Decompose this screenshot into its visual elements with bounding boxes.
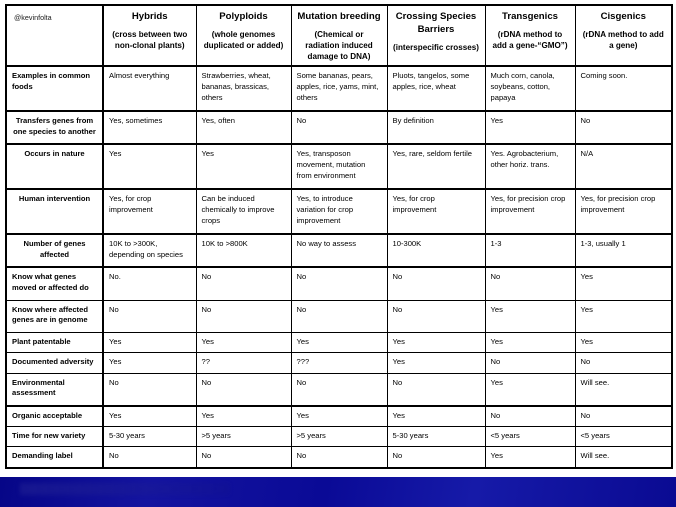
column-header-transgenics — [485, 5, 575, 66]
cell-occurs-in-nature-hybrids: Yes — [103, 144, 196, 189]
column-header-title: Crossing Species Barriers — [395, 11, 477, 35]
cell-know-what-genes-moved-or-affected-do-polyploids: No — [196, 267, 291, 300]
cell-know-what-genes-moved-or-affected-do-transgenics: No — [485, 267, 575, 300]
column-header-title: Cisgenics — [600, 11, 646, 22]
cell-environmental-assessment-crossing-species-barriers: No — [387, 373, 485, 406]
row-label-time-for-new-variety: Time for new variety — [6, 427, 103, 447]
row-label-know-what-genes-moved-or-affected-do: Know what genes moved or affected do — [6, 267, 103, 300]
column-header-title: Polyploids — [219, 11, 268, 22]
author-handle: @kevinfolta — [6, 5, 103, 66]
table-row — [6, 144, 672, 189]
row-label-organic-acceptable: Organic acceptable — [6, 406, 103, 427]
row-label-number-of-genes-affected: Number of genes affected — [6, 234, 103, 267]
column-header-polyploids — [196, 5, 291, 66]
column-header-title: Transgenics — [502, 11, 558, 22]
column-header-subtitle: (rDNA method to add a gene) — [582, 29, 664, 50]
cell-documented-adversity-mutation-breeding: ??? — [291, 353, 387, 373]
column-header-subtitle: (Chemical or radiation induced damage to DNA) — [305, 29, 373, 61]
cell-environmental-assessment-mutation-breeding: No — [291, 373, 387, 406]
row-label-examples-in-common-foods: Examples in common foods — [6, 66, 103, 111]
cell-occurs-in-nature-polyploids: Yes — [196, 144, 291, 189]
cell-know-where-affected-genes-are-in-genome-cisgenics: Yes — [575, 300, 672, 332]
cell-documented-adversity-hybrids: Yes — [103, 353, 196, 373]
column-header-subtitle: (whole genomes duplicated or added) — [203, 29, 284, 50]
column-header-title: Mutation breeding — [297, 11, 381, 22]
table-header — [6, 5, 672, 66]
column-header-subtitle: (rDNA method to add a gene-“GMO”) — [492, 29, 568, 50]
column-header-hybrids — [103, 5, 196, 66]
table-row — [6, 447, 672, 468]
table-row — [6, 234, 672, 267]
cell-examples-in-common-foods-polyploids: Strawberries, wheat, bananas, brassicas, others — [196, 66, 291, 111]
cell-demanding-label-cisgenics: Will see. — [575, 447, 672, 468]
cell-time-for-new-variety-crossing-species-barriers: 5-30 years — [387, 427, 485, 447]
table-body — [6, 66, 672, 468]
cell-plant-patentable-transgenics: Yes — [485, 332, 575, 352]
cell-demanding-label-crossing-species-barriers: No — [387, 447, 485, 468]
cell-know-where-affected-genes-are-in-genome-crossing-species-barriers: No — [387, 300, 485, 332]
column-header-mutation-breeding — [291, 5, 387, 66]
cell-know-where-affected-genes-are-in-genome-mutation-breeding: No — [291, 300, 387, 332]
cell-plant-patentable-polyploids: Yes — [196, 332, 291, 352]
row-label-occurs-in-nature: Occurs in nature — [6, 144, 103, 189]
cell-human-intervention-polyploids: Can be induced chemically to improve crops — [196, 189, 291, 234]
cell-know-where-affected-genes-are-in-genome-transgenics: Yes — [485, 300, 575, 332]
cell-know-where-affected-genes-are-in-genome-hybrids: No — [103, 300, 196, 332]
cell-examples-in-common-foods-mutation-breeding: Some bananas, pears, apples, rice, yams, mint, others — [291, 66, 387, 111]
cell-organic-acceptable-mutation-breeding: Yes — [291, 406, 387, 427]
table-row — [6, 406, 672, 427]
cell-transfers-genes-from-one-species-to-another-cisgenics: No — [575, 111, 672, 144]
cell-number-of-genes-affected-hybrids: 10K to >300K, depending on species — [103, 234, 196, 267]
cell-occurs-in-nature-transgenics: Yes. Agrobacterium, other horiz. trans. — [485, 144, 575, 189]
cell-environmental-assessment-cisgenics: Will see. — [575, 373, 672, 406]
cell-transfers-genes-from-one-species-to-another-polyploids: Yes, often — [196, 111, 291, 144]
cell-documented-adversity-transgenics: No — [485, 353, 575, 373]
header-row — [6, 5, 672, 66]
cell-know-what-genes-moved-or-affected-do-crossing-species-barriers: No — [387, 267, 485, 300]
cell-human-intervention-crossing-species-barriers: Yes, for crop improvement — [387, 189, 485, 234]
cell-know-what-genes-moved-or-affected-do-cisgenics: Yes — [575, 267, 672, 300]
cell-plant-patentable-cisgenics: Yes — [575, 332, 672, 352]
comparison-table-container — [5, 4, 671, 469]
cell-documented-adversity-cisgenics: No — [575, 353, 672, 373]
table-row — [6, 66, 672, 111]
table-row — [6, 267, 672, 300]
breeding-methods-comparison-table — [5, 4, 673, 469]
cell-time-for-new-variety-polyploids: >5 years — [196, 427, 291, 447]
cell-plant-patentable-crossing-species-barriers: Yes — [387, 332, 485, 352]
row-label-documented-adversity: Documented adversity — [6, 353, 103, 373]
cell-organic-acceptable-polyploids: Yes — [196, 406, 291, 427]
column-header-crossing-species-barriers — [387, 5, 485, 66]
cell-organic-acceptable-cisgenics: No — [575, 406, 672, 427]
cell-environmental-assessment-hybrids: No — [103, 373, 196, 406]
cell-examples-in-common-foods-cisgenics: Coming soon. — [575, 66, 672, 111]
column-header-subtitle: (interspecific crosses) — [393, 42, 479, 52]
cell-occurs-in-nature-cisgenics: N/A — [575, 144, 672, 189]
cell-documented-adversity-polyploids: ?? — [196, 353, 291, 373]
cell-transfers-genes-from-one-species-to-another-crossing-species-barriers: By definition — [387, 111, 485, 144]
cell-human-intervention-hybrids: Yes, for crop improvement — [103, 189, 196, 234]
cell-number-of-genes-affected-crossing-species-barriers: 10-300K — [387, 234, 485, 267]
column-header-title: Hybrids — [131, 11, 168, 22]
cell-examples-in-common-foods-crossing-species-barriers: Pluots, tangelos, some apples, rice, wheat — [387, 66, 485, 111]
table-row — [6, 353, 672, 373]
bottom-blue-band — [0, 477, 676, 507]
row-label-demanding-label: Demanding label — [6, 447, 103, 468]
cell-organic-acceptable-crossing-species-barriers: Yes — [387, 406, 485, 427]
cell-transfers-genes-from-one-species-to-another-mutation-breeding: No — [291, 111, 387, 144]
cell-environmental-assessment-transgenics: Yes — [485, 373, 575, 406]
table-row — [6, 427, 672, 447]
cell-environmental-assessment-polyploids: No — [196, 373, 291, 406]
row-label-environmental-assessment: Environmental assessment — [6, 373, 103, 406]
cell-plant-patentable-mutation-breeding: Yes — [291, 332, 387, 352]
cell-demanding-label-transgenics: Yes — [485, 447, 575, 468]
cell-transfers-genes-from-one-species-to-another-transgenics: Yes — [485, 111, 575, 144]
cell-demanding-label-hybrids: No — [103, 447, 196, 468]
cell-human-intervention-cisgenics: Yes, for precision crop improvement — [575, 189, 672, 234]
cell-time-for-new-variety-transgenics: <5 years — [485, 427, 575, 447]
cell-human-intervention-mutation-breeding: Yes, to introduce variation for crop improvement — [291, 189, 387, 234]
cell-know-what-genes-moved-or-affected-do-mutation-breeding: No — [291, 267, 387, 300]
row-label-know-where-affected-genes-are-in-genome: Know where affected genes are in genome — [6, 300, 103, 332]
cell-know-where-affected-genes-are-in-genome-polyploids: No — [196, 300, 291, 332]
row-label-plant-patentable: Plant patentable — [6, 332, 103, 352]
cell-examples-in-common-foods-transgenics: Much corn, canola, soybeans, cotton, papaya — [485, 66, 575, 111]
row-label-transfers-genes-from-one-species-to-another: Transfers genes from one species to another — [6, 111, 103, 144]
cell-number-of-genes-affected-cisgenics: 1-3, usually 1 — [575, 234, 672, 267]
cell-organic-acceptable-transgenics: No — [485, 406, 575, 427]
cell-examples-in-common-foods-hybrids: Almost everything — [103, 66, 196, 111]
cell-number-of-genes-affected-mutation-breeding: No way to assess — [291, 234, 387, 267]
cell-human-intervention-transgenics: Yes, for precision crop improvement — [485, 189, 575, 234]
column-header-cisgenics — [575, 5, 672, 66]
cell-number-of-genes-affected-polyploids: 10K to >800K — [196, 234, 291, 267]
cell-plant-patentable-hybrids: Yes — [103, 332, 196, 352]
cell-demanding-label-polyploids: No — [196, 447, 291, 468]
cell-transfers-genes-from-one-species-to-another-hybrids: Yes, sometimes — [103, 111, 196, 144]
cell-organic-acceptable-hybrids: Yes — [103, 406, 196, 427]
band-gradient-artifact — [20, 483, 230, 495]
table-row — [6, 111, 672, 144]
cell-number-of-genes-affected-transgenics: 1-3 — [485, 234, 575, 267]
cell-occurs-in-nature-crossing-species-barriers: Yes, rare, seldom fertile — [387, 144, 485, 189]
table-row — [6, 300, 672, 332]
cell-time-for-new-variety-cisgenics: <5 years — [575, 427, 672, 447]
cell-time-for-new-variety-mutation-breeding: >5 years — [291, 427, 387, 447]
cell-occurs-in-nature-mutation-breeding: Yes, transposon movement, mutation from environment — [291, 144, 387, 189]
cell-demanding-label-mutation-breeding: No — [291, 447, 387, 468]
cell-documented-adversity-crossing-species-barriers: Yes — [387, 353, 485, 373]
column-header-subtitle: (cross between two non-clonal plants) — [112, 29, 188, 50]
cell-time-for-new-variety-hybrids: 5-30 years — [103, 427, 196, 447]
table-row — [6, 189, 672, 234]
cell-know-what-genes-moved-or-affected-do-hybrids: No. — [103, 267, 196, 300]
row-label-human-intervention: Human intervention — [6, 189, 103, 234]
table-row — [6, 332, 672, 352]
table-row — [6, 373, 672, 406]
